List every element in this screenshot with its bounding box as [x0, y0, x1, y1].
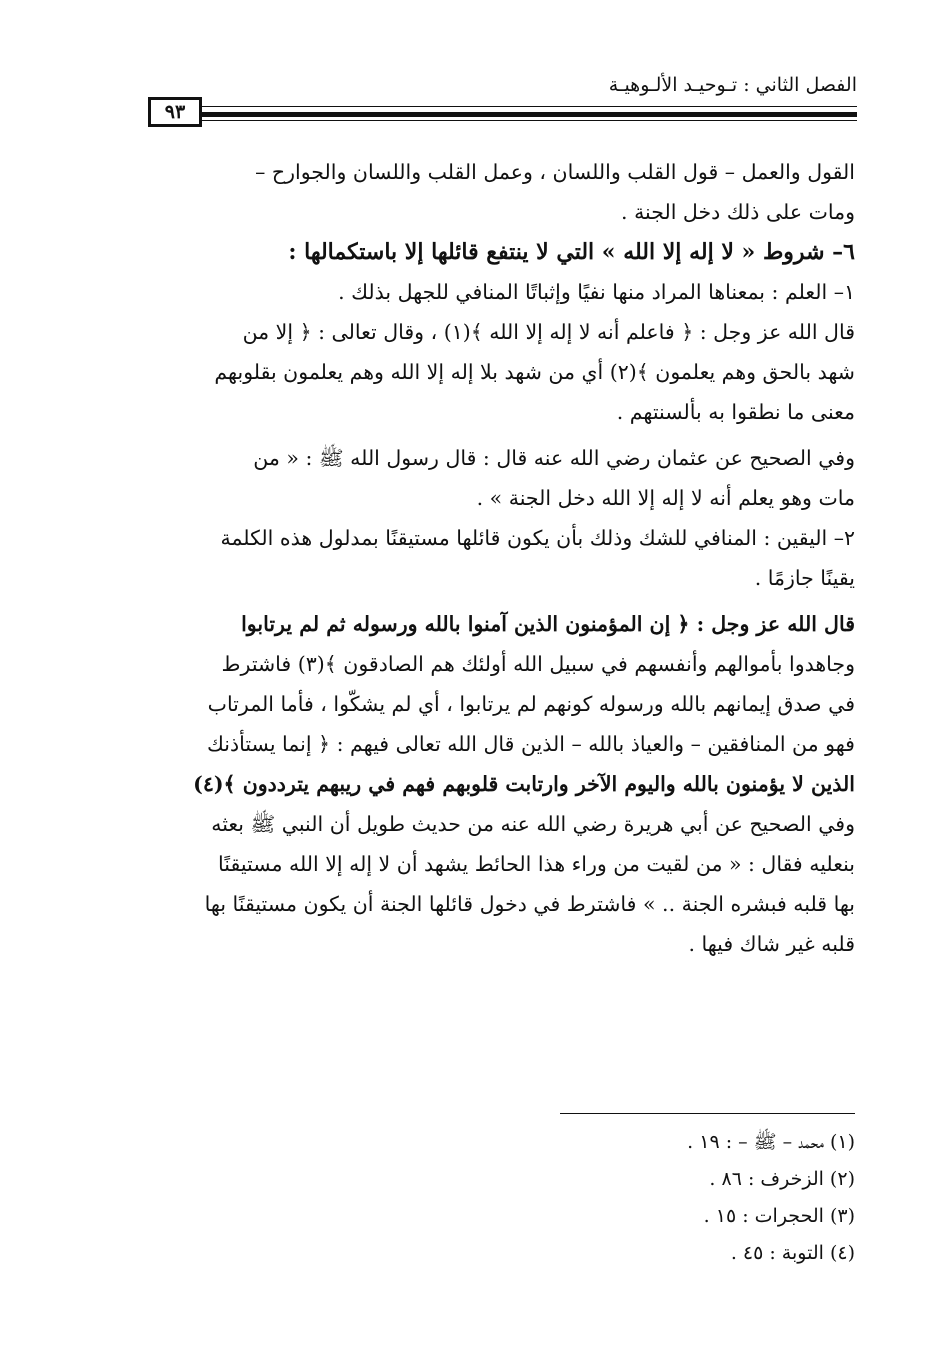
text-line: وجاهدوا بأموالهم وأنفسهم في سبيل الله أولئك هم الصادقون ﴾(٣) فاشترط — [221, 652, 855, 676]
text-line: في صدق إيمانهم بالله ورسوله كونهم لم يرتابوا ، أي لم يشكّوا ، فأما المرتاب — [207, 692, 855, 716]
text-line: يقينًا جازمًا . — [754, 566, 855, 590]
text-line: بنعليه فقال : « من لقيت من وراء هذا الحائط يشهد أن لا إله إلا الله مستيقنًا — [218, 852, 855, 876]
text-line: مات وهو يعلم أنه لا إله إلا الله دخل الجنة » . — [476, 486, 855, 510]
header-rule-top — [200, 106, 857, 107]
text-line: ومات على ذلك دخل الجنة . — [621, 200, 855, 224]
header-rule-thick — [200, 112, 857, 117]
text-line: فهو من المنافقين – والعياذ بالله – الذين قال الله تعالى فيهم : ﴿ إنما يستأذنك — [206, 732, 855, 756]
text-line: ١– العلم : بمعناها المراد منها نفيًا وإثباتًا المنافي للجهل بذلك . — [338, 280, 855, 304]
text-line: بها قلبه فبشره الجنة .. » فاشترط في دخول قائلها الجنة أن يكون مستيقنًا بها — [204, 892, 855, 916]
text-line: ٢– اليقين : المنافي للشك وذلك بأن يكون قائلها مستيقنًا بمدلول هذه الكلمة — [220, 526, 855, 550]
chapter-title: الفصل الثاني : تـوحيـد الألـوهيـة — [608, 74, 857, 96]
footnotes — [687, 1124, 855, 1272]
text-line: وفي الصحيح عن أبي هريرة رضي الله عنه من حديث طويل أن النبي ﷺ بعثه — [211, 812, 855, 836]
text-line: معنى ما نطقوا به بألسنتهم . — [616, 400, 855, 424]
footnote: (٢) الزخرف : ٨٦ . — [709, 1168, 855, 1190]
body-text — [148, 152, 855, 964]
footnote: (١) محمد – ﷺ – : ١٩ . — [687, 1131, 855, 1153]
section-heading: ٦– شروط « لا إله إلا الله » التي لا ينتفع قائلها إلا باستكمالها : — [288, 239, 855, 265]
text-line: الذين لا يؤمنون بالله واليوم الآخر وارتابت قلوبهم فهم في ريبهم يترددون ﴾(٤) — [193, 772, 855, 796]
text-line: قلبه غير شاك فيها . — [688, 932, 855, 956]
text-line: وفي الصحيح عن عثمان رضي الله عنه قال : قال رسول الله ﷺ : « من — [253, 446, 855, 470]
footnote: (٣) الحجرات : ١٥ . — [703, 1205, 855, 1227]
page-number: ٩٣ — [148, 97, 202, 127]
footnote-separator — [560, 1113, 855, 1114]
text-line: قال الله عز وجل : ﴿ إن المؤمنون الذين آمنوا بالله ورسوله ثم لم يرتابوا — [241, 612, 855, 636]
header-rule-thin — [200, 120, 857, 121]
text-line: شهد بالحق وهم يعلمون ﴾(٢) أي من شهد بلا إله إلا الله وهم يعلمون بقلوبهم — [214, 360, 855, 384]
text-line: قال الله عز وجل : ﴿ فاعلم أنه لا إله إلا الله ﴾(١) ، وقال تعالى : ﴿ إلا من — [242, 320, 855, 344]
text-line: القول والعمل – قول القلب واللسان ، وعمل القلب واللسان والجوارح – — [255, 160, 855, 184]
footnote: (٤) التوبة : ٤٥ . — [730, 1242, 855, 1264]
